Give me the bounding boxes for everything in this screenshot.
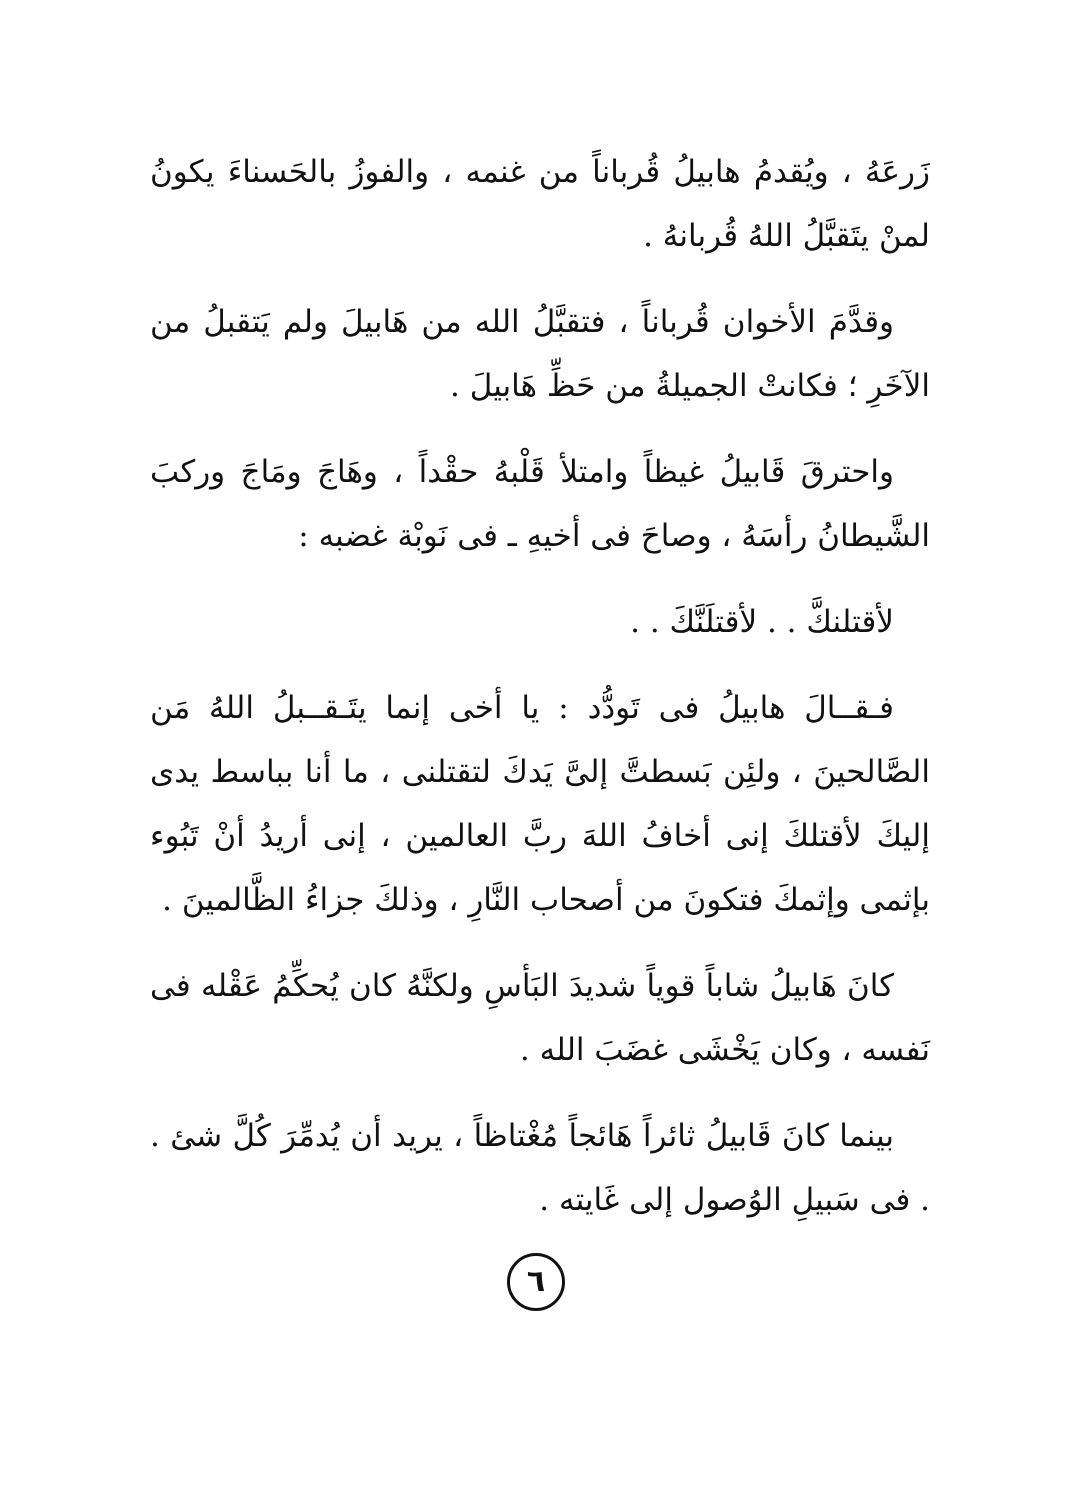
paragraph-1: زَرعَهُ ، ويُقدمُ هابيلُ قُرباناً من غنمه ، والفوزُ بالحَسناءَ يكونُ لمنْ يتَقبَّلُ اللهُ قُربانهُ .: [150, 154, 930, 254]
paragraph-3: واحترقَ قَابيلُ غيظاً وامتلأ قَلْبهُ حقْداً ، وهَاجَ ومَاجَ وركبَ الشَّيطانُ رأسَهُ ، وصاحَ فى أخيهِ ـ فى نَوبْة غضبه :: [150, 454, 930, 554]
paragraph-4: لأقتلنكَّ . . لأقتلَنَّكَ . .: [630, 604, 894, 640]
paragraph-2: وقدَّمَ الأخوان قُرباناً ، فتقبَّلُ الله من هَابيلَ ولم يَتقبلُ من الآخَرِ ؛ فكانتْ الجميلةُ من حَظِّ هَابيلَ .: [150, 304, 930, 404]
page-number: ٦: [507, 1253, 565, 1311]
paragraph-6: كانَ هَابيلُ شاباً قوياً شديدَ البَأسِ ولكنَّهُ كان يُحكِّمُ عَقْله فى نَفسه ، وكان يَخْشَى غضَبَ الله .: [150, 968, 930, 1068]
paragraph-7: بينما كانَ قَابيلُ ثائراً هَائجاً مُغْتاظاً ، يريد أن يُدمِّرَ كُلَّ شئ . . فى سَبيلِ الوُصول إلى غَايته .: [150, 1118, 930, 1218]
paragraph-5: فـقــالَ هابيلُ فى تَودُّد : يا أخى إنما يتَـقــبلُ اللهُ مَن الصَّالحينَ ، ولئِن بَسطتَّ إلىَّ يَدكَ لتقتلنى ، ما أنا بباسط يدى إليكَ لأقتلكَ إنى أخافُ اللهَ ربَّ العالمين ، إنى أريدُ أنْ تَبُوء بإثمى وإثمكَ فتكونَ من أصحاب النَّارِ ، وذلكَ جزاءُ الظَّالمينَ .: [150, 690, 930, 918]
body-text: [150, 140, 930, 1254]
